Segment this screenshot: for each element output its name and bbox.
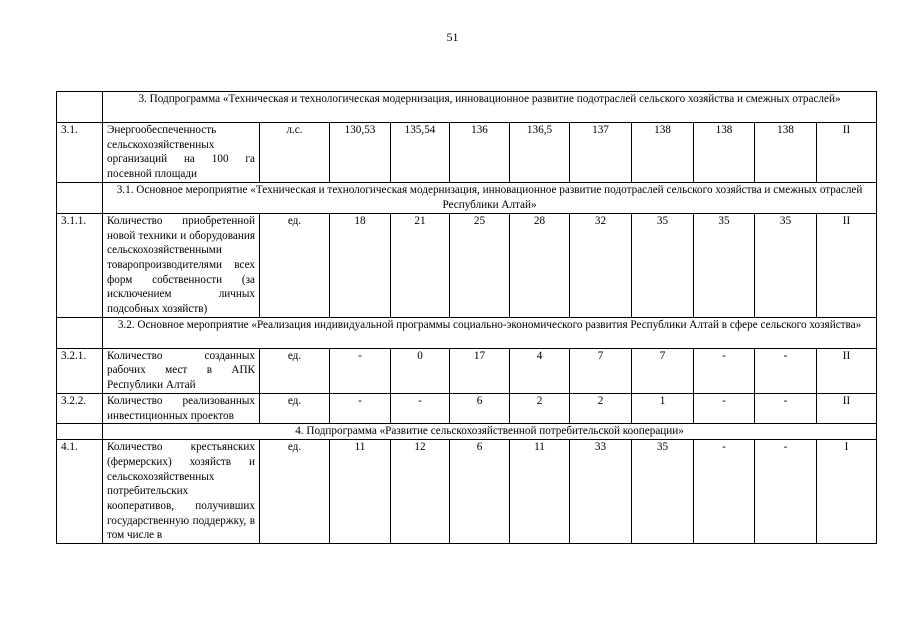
indicator-type-cell: II — [817, 393, 877, 423]
table-row — [57, 348, 877, 393]
value-cell: 4 — [510, 348, 570, 393]
page-number: 51 — [446, 30, 459, 44]
unit-cell: ед. — [260, 348, 330, 393]
value-cell: 28 — [510, 213, 570, 317]
value-cell: - — [694, 393, 755, 423]
value-cell: 32 — [570, 213, 632, 317]
value-cell: 18 — [330, 213, 391, 317]
indicators-table — [56, 91, 877, 544]
value-cell: 0 — [391, 348, 450, 393]
value-cell: 11 — [330, 440, 391, 544]
value-cell: 21 — [391, 213, 450, 317]
table-row — [57, 393, 877, 423]
indicator-name: Количество реализованных инвестиционных проектов — [103, 393, 260, 423]
indicator-name: Количество крестьянских (фермерских) хозяйств и сельскохозяйственных потребительских кооперативов, получивших государственную поддержку, в том числе в — [103, 440, 260, 544]
section-title: 4. Подпрограмма «Развитие сельскохозяйственной потребительской кооперации» — [103, 424, 877, 440]
section-row — [57, 92, 877, 123]
value-cell: - — [755, 348, 817, 393]
value-cell: 33 — [570, 440, 632, 544]
value-cell: 6 — [450, 440, 510, 544]
row-number: 4.1. — [57, 440, 103, 544]
value-cell: 136 — [450, 123, 510, 183]
section-title: 3.2. Основное мероприятие «Реализация индивидуальной программы социально-экономического развития Республики Алтай в сфере сельского хозяйства» — [103, 317, 877, 348]
value-cell: 25 — [450, 213, 510, 317]
indicator-name: Количество созданных рабочих мест в АПК Республики Алтай — [103, 348, 260, 393]
row-number: 3.1. — [57, 123, 103, 183]
section-num-cell — [57, 92, 103, 123]
value-cell: 130,53 — [330, 123, 391, 183]
unit-cell: ед. — [260, 393, 330, 423]
indicator-name: Количество приобретенной новой техники и оборудования сельскохозяйственными товаропроизводителями всех форм собственности (за исключением личных подсобных хозяйств) — [103, 213, 260, 317]
section-title: 3. Подпрограмма «Техническая и технологическая модернизация, инновационное развитие подотраслей сельского хозяйства и смежных отраслей» — [103, 92, 877, 123]
value-cell: - — [330, 393, 391, 423]
value-cell: 138 — [755, 123, 817, 183]
table-row — [57, 213, 877, 317]
value-cell: 2 — [570, 393, 632, 423]
value-cell: 137 — [570, 123, 632, 183]
value-cell: 6 — [450, 393, 510, 423]
section-num-cell — [57, 317, 103, 348]
value-cell: - — [694, 440, 755, 544]
value-cell: - — [694, 348, 755, 393]
value-cell: 7 — [570, 348, 632, 393]
unit-cell: ед. — [260, 440, 330, 544]
indicator-type-cell: II — [817, 213, 877, 317]
value-cell: - — [330, 348, 391, 393]
value-cell: - — [755, 440, 817, 544]
row-number: 3.2.1. — [57, 348, 103, 393]
value-cell: 35 — [632, 213, 694, 317]
value-cell: 11 — [510, 440, 570, 544]
value-cell: 35 — [632, 440, 694, 544]
indicator-type-cell: II — [817, 123, 877, 183]
value-cell: 35 — [755, 213, 817, 317]
indicator-type-cell: I — [817, 440, 877, 544]
value-cell: 12 — [391, 440, 450, 544]
row-number: 3.1.1. — [57, 213, 103, 317]
indicator-type-cell: II — [817, 348, 877, 393]
value-cell: 35 — [694, 213, 755, 317]
value-cell: 138 — [632, 123, 694, 183]
value-cell: 17 — [450, 348, 510, 393]
indicator-name: Энергообеспеченность сельскохозяйственных организаций на 100 га посевной площади — [103, 123, 260, 183]
unit-cell: ед. — [260, 213, 330, 317]
unit-cell: л.с. — [260, 123, 330, 183]
value-cell: 7 — [632, 348, 694, 393]
table-row — [57, 123, 877, 183]
value-cell: 1 — [632, 393, 694, 423]
section-title: 3.1. Основное мероприятие «Техническая и технологическая модернизация, инновационное развитие подотраслей сельского хозяйства и смежных отраслей Республики Алтай» — [103, 182, 877, 213]
value-cell: 136,5 — [510, 123, 570, 183]
value-cell: - — [391, 393, 450, 423]
value-cell: 138 — [694, 123, 755, 183]
table-row — [57, 440, 877, 544]
section-num-cell — [57, 182, 103, 213]
row-number: 3.2.2. — [57, 393, 103, 423]
section-num-cell — [57, 424, 103, 440]
value-cell: - — [755, 393, 817, 423]
value-cell: 135,54 — [391, 123, 450, 183]
section-row — [57, 182, 877, 213]
section-row — [57, 317, 877, 348]
value-cell: 2 — [510, 393, 570, 423]
section-row — [57, 424, 877, 440]
